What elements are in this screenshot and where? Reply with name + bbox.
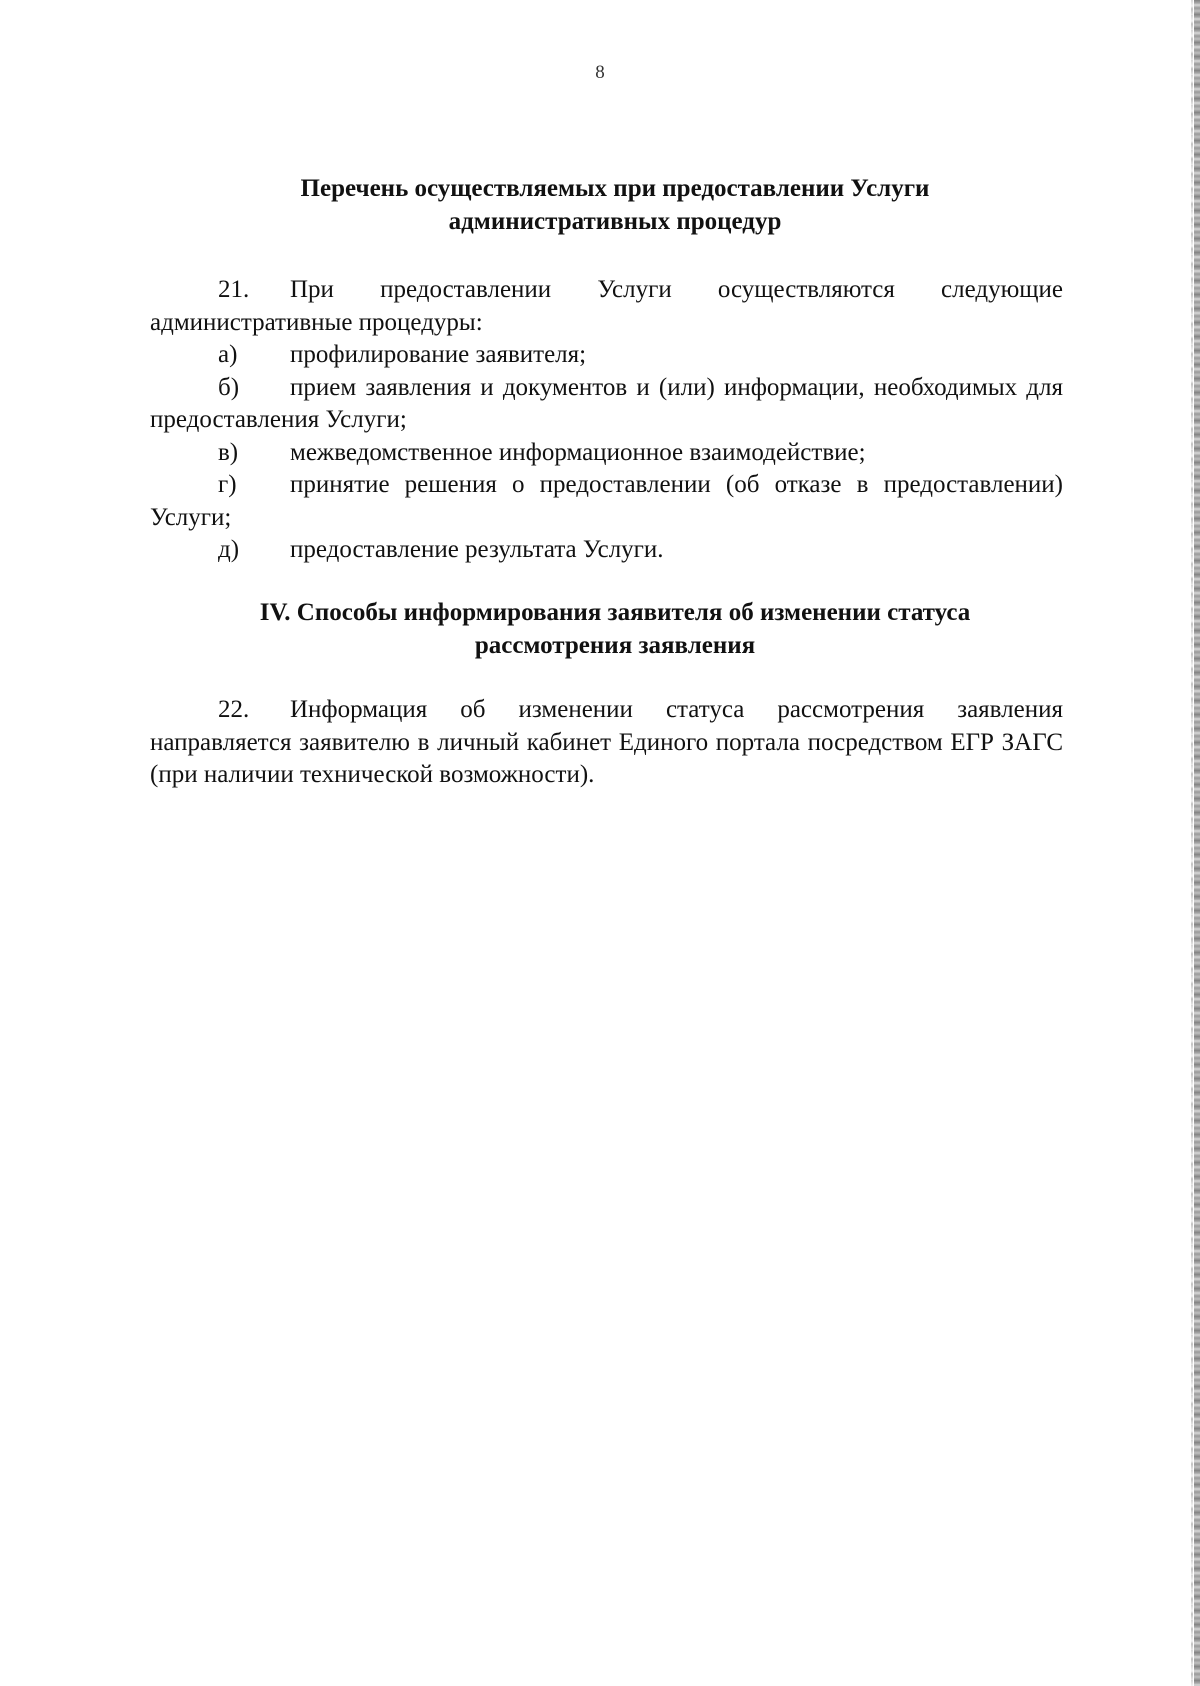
procedures-list (150, 274, 1063, 567)
status-info-section (150, 694, 1063, 792)
list-item-d (150, 534, 1063, 567)
list-item-text: профилирование заявителя; (290, 341, 587, 368)
list-item-v (150, 437, 1063, 470)
paragraph-number: 22. (218, 696, 250, 723)
paragraph-text: Информация об изменении статуса рассмотрения заявления направляется заявителю в личный кабинет Единого портала посредством ЕГР ЗАГС (при наличии технической возможности). (150, 696, 1063, 788)
list-item-text: прием заявления и документов и (или) информации, необходимых для предоставления Услуги; (150, 373, 1063, 433)
list-item-b (150, 372, 1063, 437)
page-number: 8 (595, 62, 605, 83)
paragraph-text: При предоставлении Услуги осуществляются следующие административные процедуры: (150, 276, 1063, 336)
list-item-a (150, 339, 1063, 372)
heading-line: Перечень осуществляемых при предоставлении Услуги (300, 175, 930, 202)
section-heading-procedures (150, 172, 1080, 238)
heading-line: рассмотрения заявления (474, 632, 756, 659)
paragraph-22 (150, 694, 1063, 792)
list-item-marker: д) (218, 536, 240, 563)
list-item-text: предоставление результата Услуги. (290, 536, 664, 563)
section-heading-iv (150, 596, 1080, 662)
list-item-marker: г) (218, 471, 237, 498)
scan-edge (1194, 0, 1200, 1686)
list-item-text: принятие решения о предоставлении (об отказе в предоставлении) Услуги; (150, 471, 1063, 531)
heading-line: административных процедур (448, 208, 782, 235)
paragraph-number: 21. (218, 276, 250, 303)
paragraph-21 (150, 274, 1063, 339)
list-item-marker: б) (218, 373, 240, 401)
heading-line: IV. Способы информирования заявителя об изменении статуса (259, 599, 971, 626)
scan-edge-shadow (1191, 0, 1193, 1686)
list-item-g (150, 469, 1063, 534)
list-item-text: межведомственное информационное взаимодействие; (290, 438, 866, 466)
list-item-marker: в) (218, 438, 239, 466)
list-item-marker: а) (218, 341, 238, 368)
